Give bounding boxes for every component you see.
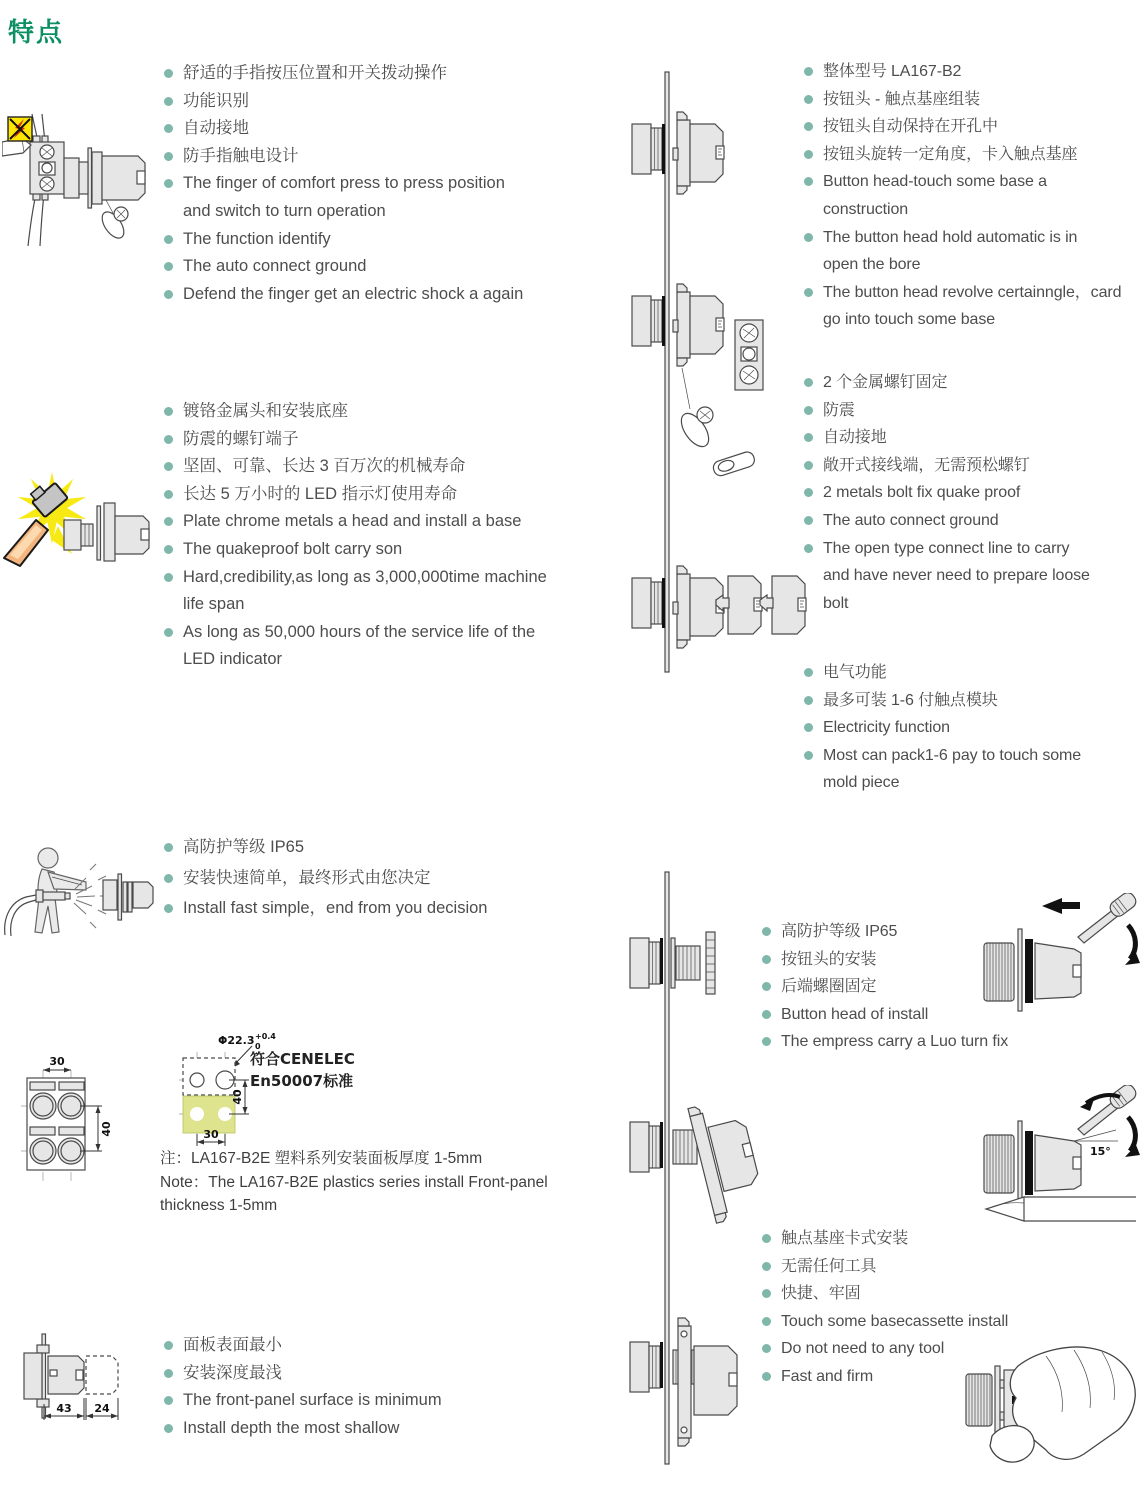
feature-text: 无需任何工具 — [781, 1257, 877, 1275]
feature-item — [804, 659, 1140, 687]
feature-text: 安装快速简单，最终形式由您决定 — [183, 868, 431, 887]
bullet-dot-icon — [164, 69, 173, 78]
feature-item — [164, 1387, 614, 1415]
feature-item — [804, 535, 1140, 563]
feature-item — [164, 591, 614, 619]
bullet-dot-icon — [804, 696, 813, 705]
feature-item — [164, 508, 614, 536]
feature-text: Hard,credibility,as long as 3,000,000time machine — [183, 567, 547, 586]
feature-item — [804, 113, 1140, 141]
feature-text: 触点基座卡式安装 — [781, 1230, 909, 1247]
feature-text: LED indicator — [183, 650, 283, 669]
feature-item — [804, 279, 1140, 307]
bullet-dot-icon — [164, 290, 173, 299]
feature-text: The auto connect ground — [823, 511, 999, 529]
feature-item — [804, 369, 1140, 397]
feature-item — [804, 562, 1140, 590]
illustration-hammer-quakeproof — [2, 468, 160, 570]
feature-text: and switch to turn operation — [183, 201, 386, 220]
feature-item — [762, 1280, 1140, 1308]
feature-text: 功能识别 — [183, 91, 249, 110]
dim-depth-rear: 24 — [94, 1402, 110, 1415]
bullet-dot-icon — [164, 628, 173, 637]
illustration-drilling-template — [178, 1028, 360, 1178]
feature-item — [804, 590, 1140, 618]
feature-item — [804, 424, 1140, 452]
bullet-dot-icon — [164, 462, 173, 471]
lock-ring-icon — [706, 932, 715, 994]
feature-text: 2 个金属螺钉固定 — [823, 374, 948, 391]
bullet-dot-icon — [164, 490, 173, 499]
feature-item — [804, 86, 1140, 114]
feature-text: 最多可装 1-6 付触点模块 — [823, 691, 998, 709]
bullet-dot-icon — [164, 152, 173, 161]
feature-text: The button head hold automatic is in — [823, 228, 1078, 246]
feature-text: Most can pack1-6 pay to touch some — [823, 746, 1082, 764]
feature-text: The empress carry a Luo turn fix — [781, 1033, 1009, 1051]
dim-tolerance-lower: 0 — [255, 1042, 261, 1051]
illustration-water-spray-ip65 — [2, 840, 170, 944]
tilted-contact-base — [688, 1096, 767, 1223]
feature-item — [804, 306, 1140, 334]
bullet-dot-icon — [164, 573, 173, 582]
feature-item — [164, 143, 614, 171]
bullet-dot-icon — [164, 545, 173, 554]
bullet-dot-icon — [164, 235, 173, 244]
feature-text: Electricity function — [823, 719, 950, 737]
feature-item — [164, 281, 614, 309]
dim-tolerance-upper: +0.4 — [255, 1032, 276, 1041]
bullet-dot-icon — [164, 1369, 173, 1378]
feature-list-electric — [804, 659, 1140, 797]
feature-text: 舒适的手指按压位置和开关拨动操作 — [183, 64, 447, 82]
feature-text: 整体型号 LA167-B2 — [823, 63, 962, 80]
feature-text: 面板表面最小 — [183, 1336, 282, 1354]
illustration-screwdriver-15deg — [978, 1085, 1140, 1235]
feature-text: The button head revolve certainngle，card — [823, 283, 1122, 301]
feature-item — [164, 863, 614, 894]
feature-text: 敞开式接线端，无需预松螺钉 — [823, 456, 1030, 474]
feature-item — [804, 196, 1140, 224]
feature-text: 快捷、牢固 — [781, 1285, 861, 1303]
feature-item — [804, 224, 1140, 252]
wire-terminal-icon — [712, 450, 757, 477]
feature-text: The finger of comfort press to press position — [183, 174, 505, 193]
feature-item — [804, 452, 1140, 480]
feature-item — [164, 536, 614, 564]
feature-item — [804, 742, 1140, 770]
feature-item — [762, 1028, 1140, 1056]
feature-text: The function identify — [183, 229, 331, 248]
note-line-zh: 注：LA167-B2E 塑料系列安装面板厚度 1-5mm — [160, 1150, 483, 1167]
feature-list-ip65-install — [164, 832, 614, 924]
feature-list-durability — [164, 398, 614, 674]
bullet-dot-icon — [804, 723, 813, 732]
feature-item — [804, 251, 1140, 279]
feature-text: The auto connect ground — [183, 257, 367, 276]
dim-angle: 15° — [1090, 1145, 1111, 1158]
feature-text: 镀铬金属头和安装底座 — [183, 402, 348, 420]
feature-text: 2 metals bolt fix quake proof — [823, 484, 1021, 502]
feature-item — [164, 453, 614, 481]
feature-item — [164, 1332, 614, 1360]
dim-diameter: Φ22.3 — [218, 1034, 255, 1047]
illustration-mounting-stages — [618, 868, 808, 1468]
feature-item — [164, 60, 614, 88]
feature-item — [164, 564, 614, 592]
feature-text: 防手指触电设计 — [183, 146, 299, 165]
feature-item — [762, 1253, 1140, 1281]
illustration-hand-clip — [962, 1332, 1140, 1477]
feature-list-ergonomics — [164, 60, 614, 308]
terminal-block-icon — [735, 320, 763, 390]
feature-item — [164, 115, 614, 143]
feature-text: open the bore — [823, 256, 921, 274]
feature-text: 防震 — [823, 401, 855, 419]
feature-text: Install fast simple，end from you decision — [183, 899, 488, 917]
feature-text: bolt — [823, 594, 849, 612]
feature-item — [804, 507, 1140, 535]
feature-text: Install depth the most shallow — [183, 1418, 400, 1437]
illustration-button-grid-dimensions — [18, 1040, 128, 1190]
feature-item — [164, 619, 614, 647]
feature-item — [804, 397, 1140, 425]
bullet-dot-icon — [164, 1396, 173, 1405]
feature-item — [164, 893, 614, 924]
feature-item — [164, 88, 614, 116]
knurled-knob-icon — [984, 943, 1014, 1001]
feature-text: Defend the finger get an electric shock a again — [183, 284, 524, 303]
illustration-assembly-stages — [610, 68, 810, 683]
feature-text: 按钮头的安装 — [781, 950, 877, 968]
feature-text: The front-panel surface is minimum — [183, 1391, 442, 1410]
feature-text: Do not need to any tool — [781, 1340, 945, 1358]
feature-list-model-assembly — [804, 58, 1140, 334]
feature-list-screw-fix — [804, 369, 1140, 617]
feature-item — [804, 714, 1140, 742]
feature-item — [164, 253, 614, 281]
screwdriver-icon — [1078, 1085, 1139, 1135]
feature-list-panel-depth — [164, 1332, 614, 1442]
dim-depth-front: 43 — [56, 1402, 72, 1415]
illustration-finger-shock-protection — [2, 112, 160, 248]
feature-text: go into touch some base — [823, 311, 996, 329]
illustration-depth-dimensions — [15, 1328, 150, 1428]
feature-item — [804, 769, 1140, 797]
feature-item — [804, 687, 1140, 715]
illustration-screwdriver-ring — [978, 893, 1140, 1015]
feature-text: Fast and firm — [781, 1367, 874, 1385]
bullet-dot-icon — [164, 97, 173, 106]
feature-item — [164, 481, 614, 509]
page-title: 特点 — [8, 17, 65, 47]
screw-icon — [98, 207, 128, 242]
bullet-dot-icon — [164, 435, 173, 444]
feature-text: construction — [823, 200, 909, 218]
screw-icon — [676, 407, 714, 451]
note-line-en2: thickness 1-5mm — [160, 1197, 278, 1215]
feature-text: As long as 50,000 hours of the service life of the — [183, 622, 536, 641]
knurled-knob-icon — [984, 1135, 1014, 1193]
feature-text: 电气功能 — [823, 664, 887, 681]
bullet-dot-icon — [164, 1341, 173, 1350]
feature-item — [804, 168, 1140, 196]
feature-item — [164, 1415, 614, 1443]
feature-item — [164, 832, 614, 863]
knurled-knob-icon — [966, 1374, 992, 1426]
bullet-dot-icon — [804, 751, 813, 760]
feature-text: 后端螺圈固定 — [781, 978, 877, 996]
feature-item — [164, 398, 614, 426]
flat-screwdriver-icon — [986, 1197, 1136, 1221]
bullet-dot-icon — [164, 262, 173, 271]
bullet-dot-icon — [164, 124, 173, 133]
feature-item — [804, 141, 1140, 169]
feature-text: Button head-touch some base a — [823, 173, 1047, 191]
dim-pitch-v: 40 — [100, 1121, 113, 1137]
feature-text: 高防护等级 IP65 — [781, 923, 898, 940]
feature-text: 长达 5 万小时的 LED 指示灯使用寿命 — [183, 484, 458, 503]
feature-item — [164, 226, 614, 254]
feature-text: 安装深度最浅 — [183, 1363, 282, 1382]
bullet-dot-icon — [164, 179, 173, 188]
feature-text: 高防护等级 IP65 — [183, 838, 305, 856]
feature-text: 自动接地 — [823, 429, 887, 447]
screwdriver-icon — [1078, 893, 1139, 943]
feature-text: Touch some basecassette install — [781, 1312, 1009, 1330]
feature-item — [164, 1360, 614, 1388]
bullet-dot-icon — [164, 517, 173, 526]
feature-text: The open type connect line to carry — [823, 539, 1070, 557]
feature-item — [164, 426, 614, 454]
feature-text: mold piece — [823, 774, 900, 792]
feature-text: The quakeproof bolt carry son — [183, 539, 403, 558]
feature-text: 防震的螺钉端子 — [183, 429, 299, 448]
feature-text: 按钮头 - 触点基座组装 — [823, 90, 981, 108]
feature-item — [164, 170, 614, 198]
dim-pitch-v2: 40 — [231, 1089, 244, 1105]
feature-text: and have never need to prepare loose — [823, 567, 1090, 585]
feature-text: life span — [183, 595, 245, 614]
feature-text: 自动接地 — [183, 119, 249, 138]
dim-pitch-h: 30 — [49, 1055, 65, 1068]
feature-text: Button head of install — [781, 1005, 929, 1023]
bullet-dot-icon — [164, 407, 173, 416]
standard-cenelec: 符合CENELEC — [250, 1050, 355, 1068]
note-line-en1: Note：The LA167-B2E plastics series install Front-panel — [160, 1173, 548, 1191]
feature-text: Plate chrome metals a head and install a base — [183, 512, 522, 531]
feature-text: 按钮头自动保持在开孔中 — [823, 118, 998, 136]
feature-text: 按钮头旋转一定角度，卡入触点基座 — [823, 145, 1078, 163]
standard-en50007: En50007标准 — [250, 1072, 354, 1090]
feature-text: 坚固、可靠、长达 3 百万次的机械寿命 — [183, 457, 466, 476]
feature-item — [164, 646, 614, 674]
feature-item — [804, 58, 1140, 86]
no-shock-warning-icon — [8, 117, 32, 141]
feature-item — [164, 198, 614, 226]
dim-pitch-h2: 30 — [203, 1128, 219, 1141]
feature-item — [804, 479, 1140, 507]
bullet-dot-icon — [164, 1424, 173, 1433]
